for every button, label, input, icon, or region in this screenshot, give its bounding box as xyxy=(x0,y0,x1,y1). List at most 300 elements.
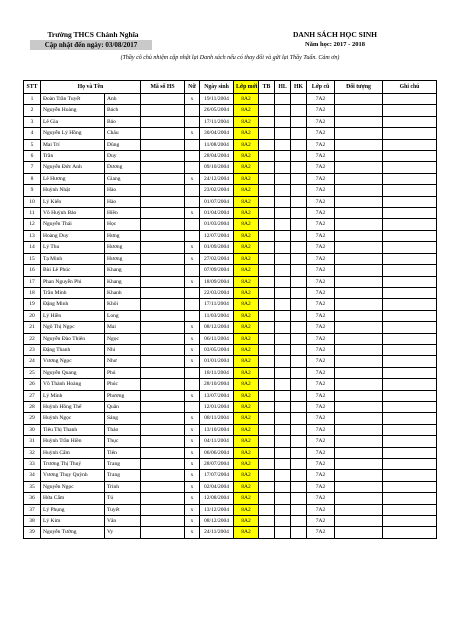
cell-ho: Vương Ngọc xyxy=(41,356,105,367)
cell-ghi-chu xyxy=(383,276,437,287)
cell-hl xyxy=(275,219,291,230)
cell-ma-so xyxy=(141,151,185,162)
cell-ho: Huỳnh Hồng Thế xyxy=(41,401,105,412)
cell-lop-moi: 8A2 xyxy=(234,493,259,504)
cell-ghi-chu xyxy=(383,516,437,527)
cell-hk xyxy=(291,436,307,447)
cell-ngay-sinh: 17/11/2004 xyxy=(200,116,234,127)
column-header-ghi-chu: Ghi chú xyxy=(383,81,437,94)
cell-ma-so xyxy=(141,356,185,367)
table-row xyxy=(24,128,437,139)
cell-ten: Long xyxy=(105,310,141,321)
cell-lop-moi: 8A2 xyxy=(234,504,259,515)
cell-ten: Mai xyxy=(105,322,141,333)
table-row xyxy=(24,344,437,355)
column-header-ma-so: Mã số HS xyxy=(141,81,185,94)
cell-ten: Hào xyxy=(105,196,141,207)
cell-ten: Sáng xyxy=(105,413,141,424)
cell-lop-moi: 8A2 xyxy=(234,230,259,241)
cell-ma-so xyxy=(141,322,185,333)
cell-ghi-chu xyxy=(383,367,437,378)
cell-ho: Lê Gia xyxy=(41,116,105,127)
table-row xyxy=(24,253,437,264)
cell-hl xyxy=(275,447,291,458)
cell-doi-tuong xyxy=(335,139,383,150)
cell-doi-tuong xyxy=(335,504,383,515)
cell-hk xyxy=(291,390,307,401)
cell-ho: Huỳnh Ngọc xyxy=(41,413,105,424)
cell-doi-tuong xyxy=(335,276,383,287)
cell-doi-tuong xyxy=(335,219,383,230)
cell-doi-tuong xyxy=(335,173,383,184)
table-row xyxy=(24,173,437,184)
cell-doi-tuong xyxy=(335,413,383,424)
cell-lop-moi: 8A2 xyxy=(234,390,259,401)
cell-stt: 37 xyxy=(24,504,41,515)
cell-tb xyxy=(259,367,275,378)
cell-hl xyxy=(275,470,291,481)
cell-ghi-chu xyxy=(383,527,437,538)
cell-ma-so xyxy=(141,493,185,504)
cell-tb xyxy=(259,401,275,412)
cell-ghi-chu xyxy=(383,265,437,276)
cell-ngay-sinh: 09/10/2004 xyxy=(200,162,234,173)
cell-stt: 36 xyxy=(24,493,41,504)
cell-nu: x xyxy=(185,413,200,424)
cell-stt: 15 xyxy=(24,253,41,264)
cell-hl xyxy=(275,516,291,527)
cell-tb xyxy=(259,333,275,344)
cell-lop-cu: 7A2 xyxy=(307,504,335,515)
cell-ten: Khôi xyxy=(105,299,141,310)
cell-ngay-sinh: 03/05/2004 xyxy=(200,344,234,355)
cell-stt: 20 xyxy=(24,310,41,321)
cell-ten: Khanh xyxy=(105,287,141,298)
cell-ho: Phan Nguyễn Phi xyxy=(41,276,105,287)
cell-nu: x xyxy=(185,173,200,184)
cell-hl xyxy=(275,276,291,287)
cell-doi-tuong xyxy=(335,459,383,470)
cell-lop-cu: 7A2 xyxy=(307,128,335,139)
cell-ngay-sinh: 11/03/2004 xyxy=(200,310,234,321)
cell-tb xyxy=(259,322,275,333)
cell-stt: 13 xyxy=(24,230,41,241)
cell-lop-cu: 7A2 xyxy=(307,516,335,527)
cell-hk xyxy=(291,413,307,424)
cell-ma-so xyxy=(141,230,185,241)
cell-ma-so xyxy=(141,173,185,184)
cell-nu: x xyxy=(185,208,200,219)
table-row xyxy=(24,367,437,378)
cell-tb xyxy=(259,253,275,264)
cell-tb xyxy=(259,276,275,287)
cell-ma-so xyxy=(141,516,185,527)
cell-lop-moi: 8A2 xyxy=(234,310,259,321)
cell-ngay-sinh: 28/10/2004 xyxy=(200,379,234,390)
cell-hk xyxy=(291,253,307,264)
cell-hk xyxy=(291,356,307,367)
cell-ho: Nguyễn Ngọc xyxy=(41,481,105,492)
cell-lop-cu: 7A2 xyxy=(307,105,335,116)
cell-doi-tuong xyxy=(335,390,383,401)
cell-hl xyxy=(275,196,291,207)
cell-hk xyxy=(291,276,307,287)
cell-ten: Hưng xyxy=(105,230,141,241)
cell-stt: 25 xyxy=(24,367,41,378)
cell-hl xyxy=(275,287,291,298)
cell-stt: 28 xyxy=(24,401,41,412)
cell-lop-cu: 7A2 xyxy=(307,185,335,196)
cell-lop-cu: 7A2 xyxy=(307,265,335,276)
cell-ma-so xyxy=(141,116,185,127)
cell-ngay-sinh: 06/11/2004 xyxy=(200,333,234,344)
cell-hk xyxy=(291,139,307,150)
cell-hk xyxy=(291,230,307,241)
cell-ma-so xyxy=(141,504,185,515)
cell-ten: Trinh xyxy=(105,481,141,492)
cell-ho: Huỳnh Nhật xyxy=(41,185,105,196)
cell-doi-tuong xyxy=(335,379,383,390)
cell-lop-moi: 8A2 xyxy=(234,139,259,150)
cell-hl xyxy=(275,139,291,150)
cell-hl xyxy=(275,299,291,310)
cell-tb xyxy=(259,481,275,492)
cell-ghi-chu xyxy=(383,310,437,321)
cell-ho: Lý Hiền xyxy=(41,310,105,321)
cell-doi-tuong xyxy=(335,116,383,127)
cell-ngay-sinh: 23/02/2004 xyxy=(200,185,234,196)
cell-lop-cu: 7A2 xyxy=(307,401,335,412)
table-header-row xyxy=(24,81,437,94)
cell-lop-moi: 8A2 xyxy=(234,367,259,378)
cell-lop-cu: 7A2 xyxy=(307,424,335,435)
cell-hk xyxy=(291,208,307,219)
cell-nu xyxy=(185,287,200,298)
cell-nu: x xyxy=(185,481,200,492)
cell-lop-cu: 7A2 xyxy=(307,390,335,401)
cell-ten: Hào xyxy=(105,185,141,196)
cell-ten: Nhi xyxy=(105,344,141,355)
table-row xyxy=(24,276,437,287)
cell-ngay-sinh: 18/09/2004 xyxy=(200,276,234,287)
cell-stt: 24 xyxy=(24,356,41,367)
cell-ten: Thảo xyxy=(105,424,141,435)
cell-ghi-chu xyxy=(383,173,437,184)
table-row xyxy=(24,390,437,401)
cell-ghi-chu xyxy=(383,470,437,481)
cell-doi-tuong xyxy=(335,94,383,105)
cell-stt: 7 xyxy=(24,162,41,173)
table-row xyxy=(24,139,437,150)
cell-tb xyxy=(259,504,275,515)
cell-stt: 4 xyxy=(24,128,41,139)
cell-ho: Đoàn Trần Tuyết xyxy=(41,94,105,105)
cell-lop-moi: 8A2 xyxy=(234,333,259,344)
cell-hk xyxy=(291,401,307,412)
cell-lop-moi: 8A2 xyxy=(234,322,259,333)
column-header-ho: Họ và Tên xyxy=(41,81,141,94)
cell-ngay-sinh: 22/03/2004 xyxy=(200,287,234,298)
table-row xyxy=(24,219,437,230)
cell-hk xyxy=(291,162,307,173)
cell-hl xyxy=(275,481,291,492)
cell-lop-cu: 7A2 xyxy=(307,344,335,355)
cell-ma-so xyxy=(141,344,185,355)
cell-ghi-chu xyxy=(383,162,437,173)
cell-stt: 17 xyxy=(24,276,41,287)
cell-doi-tuong xyxy=(335,367,383,378)
cell-ghi-chu xyxy=(383,116,437,127)
cell-ngay-sinh: 12/07/2004 xyxy=(200,230,234,241)
cell-ma-so xyxy=(141,447,185,458)
cell-ghi-chu xyxy=(383,379,437,390)
instruction-note: (Thầy cô chủ nhiệm cập nhật lại Danh sách nếu có thay đổi và gửi lại Thầy Tuấn. Cảm ơn) xyxy=(120,55,340,61)
cell-ngay-sinh: 08/11/2004 xyxy=(200,413,234,424)
cell-lop-cu: 7A2 xyxy=(307,379,335,390)
cell-stt: 19 xyxy=(24,299,41,310)
cell-ngay-sinh: 13/12/2004 xyxy=(200,504,234,515)
cell-hk xyxy=(291,265,307,276)
cell-stt: 35 xyxy=(24,481,41,492)
table-row xyxy=(24,401,437,412)
cell-lop-moi: 8A2 xyxy=(234,185,259,196)
cell-ma-so xyxy=(141,367,185,378)
cell-stt: 16 xyxy=(24,265,41,276)
cell-tb xyxy=(259,162,275,173)
column-header-lop-cu: Lớp cũ xyxy=(307,81,335,94)
cell-nu: x xyxy=(185,333,200,344)
cell-ma-so xyxy=(141,333,185,344)
cell-lop-cu: 7A2 xyxy=(307,116,335,127)
cell-ngay-sinh: 13/07/2004 xyxy=(200,390,234,401)
cell-lop-moi: 8A2 xyxy=(234,424,259,435)
table-row xyxy=(24,504,437,515)
cell-nu xyxy=(185,219,200,230)
table-row xyxy=(24,356,437,367)
cell-nu: x xyxy=(185,253,200,264)
cell-hk xyxy=(291,322,307,333)
column-header-nu: Nữ xyxy=(185,81,200,94)
table-row xyxy=(24,196,437,207)
cell-lop-cu: 7A2 xyxy=(307,276,335,287)
cell-ngay-sinh: 07/09/2004 xyxy=(200,265,234,276)
cell-stt: 32 xyxy=(24,447,41,458)
cell-ma-so xyxy=(141,265,185,276)
cell-ho: Mai Trí xyxy=(41,139,105,150)
cell-lop-cu: 7A2 xyxy=(307,493,335,504)
cell-lop-moi: 8A2 xyxy=(234,116,259,127)
cell-ghi-chu xyxy=(383,196,437,207)
cell-ghi-chu xyxy=(383,242,437,253)
cell-doi-tuong xyxy=(335,162,383,173)
cell-ngay-sinh: 11/08/2004 xyxy=(200,139,234,150)
cell-ma-so xyxy=(141,128,185,139)
cell-ma-so xyxy=(141,299,185,310)
table-row xyxy=(24,310,437,321)
cell-ghi-chu xyxy=(383,481,437,492)
cell-tb xyxy=(259,447,275,458)
cell-ten: Phúc xyxy=(105,379,141,390)
cell-doi-tuong xyxy=(335,516,383,527)
cell-lop-cu: 7A2 xyxy=(307,527,335,538)
cell-ten: Châu xyxy=(105,128,141,139)
cell-ghi-chu xyxy=(383,504,437,515)
cell-ten: Anh xyxy=(105,94,141,105)
cell-ma-so xyxy=(141,310,185,321)
cell-tb xyxy=(259,299,275,310)
cell-lop-cu: 7A2 xyxy=(307,322,335,333)
table-row xyxy=(24,322,437,333)
cell-tb xyxy=(259,265,275,276)
cell-ho: Nguyễn Hoàng xyxy=(41,105,105,116)
cell-ngay-sinh: 13/10/2004 xyxy=(200,424,234,435)
cell-hl xyxy=(275,367,291,378)
cell-lop-cu: 7A2 xyxy=(307,299,335,310)
cell-ma-so xyxy=(141,162,185,173)
cell-hk xyxy=(291,504,307,515)
cell-lop-moi: 8A2 xyxy=(234,196,259,207)
cell-ho: Hứa Cẩm xyxy=(41,493,105,504)
table-row xyxy=(24,436,437,447)
cell-doi-tuong xyxy=(335,424,383,435)
cell-doi-tuong xyxy=(335,344,383,355)
cell-doi-tuong xyxy=(335,151,383,162)
cell-nu: x xyxy=(185,527,200,538)
cell-ghi-chu xyxy=(383,436,437,447)
cell-ngay-sinh: 17/11/2004 xyxy=(200,299,234,310)
cell-hk xyxy=(291,242,307,253)
cell-stt: 22 xyxy=(24,333,41,344)
cell-hl xyxy=(275,379,291,390)
cell-ghi-chu xyxy=(383,105,437,116)
cell-ho: Nguyễn Thái xyxy=(41,219,105,230)
cell-ho: Trương Thị Thuý xyxy=(41,459,105,470)
cell-ten: Trang xyxy=(105,459,141,470)
cell-ghi-chu xyxy=(383,139,437,150)
cell-nu: x xyxy=(185,459,200,470)
cell-hl xyxy=(275,265,291,276)
cell-ngay-sinh: 30/04/2004 xyxy=(200,128,234,139)
cell-stt: 33 xyxy=(24,459,41,470)
cell-nu xyxy=(185,265,200,276)
table-row xyxy=(24,379,437,390)
column-header-hl: HL xyxy=(275,81,291,94)
cell-nu: x xyxy=(185,128,200,139)
cell-ngay-sinh: 24/11/2004 xyxy=(200,527,234,538)
cell-ghi-chu xyxy=(383,208,437,219)
cell-nu: x xyxy=(185,344,200,355)
cell-ngay-sinh: 12/01/2004 xyxy=(200,401,234,412)
cell-nu: x xyxy=(185,276,200,287)
cell-ho: Huỳnh Cẩm xyxy=(41,447,105,458)
cell-tb xyxy=(259,173,275,184)
cell-lop-cu: 7A2 xyxy=(307,436,335,447)
cell-tb xyxy=(259,424,275,435)
cell-ngay-sinh: 19/11/2004 xyxy=(200,94,234,105)
cell-nu xyxy=(185,116,200,127)
cell-stt: 34 xyxy=(24,470,41,481)
table-row xyxy=(24,265,437,276)
cell-hl xyxy=(275,333,291,344)
cell-ho: Võ Huỳnh Bảo xyxy=(41,208,105,219)
cell-ma-so xyxy=(141,208,185,219)
cell-nu: x xyxy=(185,436,200,447)
cell-lop-moi: 8A2 xyxy=(234,276,259,287)
cell-stt: 14 xyxy=(24,242,41,253)
cell-stt: 11 xyxy=(24,208,41,219)
cell-lop-moi: 8A2 xyxy=(234,413,259,424)
cell-ten: Dũng xyxy=(105,139,141,150)
table-row xyxy=(24,447,437,458)
cell-ngay-sinh: 26/05/2004 xyxy=(200,105,234,116)
cell-ten: Khang xyxy=(105,265,141,276)
cell-ma-so xyxy=(141,413,185,424)
table-row xyxy=(24,424,437,435)
cell-doi-tuong xyxy=(335,287,383,298)
cell-tb xyxy=(259,527,275,538)
cell-doi-tuong xyxy=(335,310,383,321)
cell-ghi-chu xyxy=(383,390,437,401)
cell-ngay-sinh: 04/11/2004 xyxy=(200,436,234,447)
cell-ma-so xyxy=(141,287,185,298)
cell-lop-cu: 7A2 xyxy=(307,162,335,173)
cell-doi-tuong xyxy=(335,322,383,333)
table-row xyxy=(24,116,437,127)
cell-ngay-sinh: 01/09/2004 xyxy=(200,242,234,253)
cell-ngay-sinh: 08/12/2004 xyxy=(200,516,234,527)
cell-ma-so xyxy=(141,139,185,150)
cell-ho: Nguyễn Quang xyxy=(41,367,105,378)
cell-hl xyxy=(275,356,291,367)
cell-stt: 6 xyxy=(24,151,41,162)
cell-lop-cu: 7A2 xyxy=(307,253,335,264)
cell-stt: 18 xyxy=(24,287,41,298)
cell-tb xyxy=(259,185,275,196)
cell-nu: x xyxy=(185,493,200,504)
cell-hk xyxy=(291,219,307,230)
cell-ten: Duy xyxy=(105,151,141,162)
cell-ho: Lý Minh xyxy=(41,390,105,401)
cell-ghi-chu xyxy=(383,413,437,424)
cell-stt: 38 xyxy=(24,516,41,527)
cell-ngay-sinh: 08/12/2004 xyxy=(200,322,234,333)
cell-tb xyxy=(259,230,275,241)
cell-lop-moi: 8A2 xyxy=(234,459,259,470)
cell-hk xyxy=(291,447,307,458)
cell-ma-so xyxy=(141,401,185,412)
cell-tb xyxy=(259,94,275,105)
cell-ma-so xyxy=(141,379,185,390)
cell-tb xyxy=(259,459,275,470)
cell-ngay-sinh: 01/03/2004 xyxy=(200,219,234,230)
cell-ma-so xyxy=(141,470,185,481)
cell-ma-so xyxy=(141,436,185,447)
cell-hk xyxy=(291,128,307,139)
table-row xyxy=(24,151,437,162)
cell-hl xyxy=(275,493,291,504)
cell-ghi-chu xyxy=(383,219,437,230)
cell-nu: x xyxy=(185,470,200,481)
cell-lop-cu: 7A2 xyxy=(307,151,335,162)
cell-hk xyxy=(291,424,307,435)
cell-ho: Trần Minh xyxy=(41,287,105,298)
cell-nu: x xyxy=(185,242,200,253)
cell-ho: Võ Thành Hoàng xyxy=(41,379,105,390)
cell-lop-moi: 8A2 xyxy=(234,94,259,105)
cell-ho: Tiêu Thị Thanh xyxy=(41,424,105,435)
document-title: DANH SÁCH HỌC SINH xyxy=(293,30,377,39)
cell-hl xyxy=(275,185,291,196)
